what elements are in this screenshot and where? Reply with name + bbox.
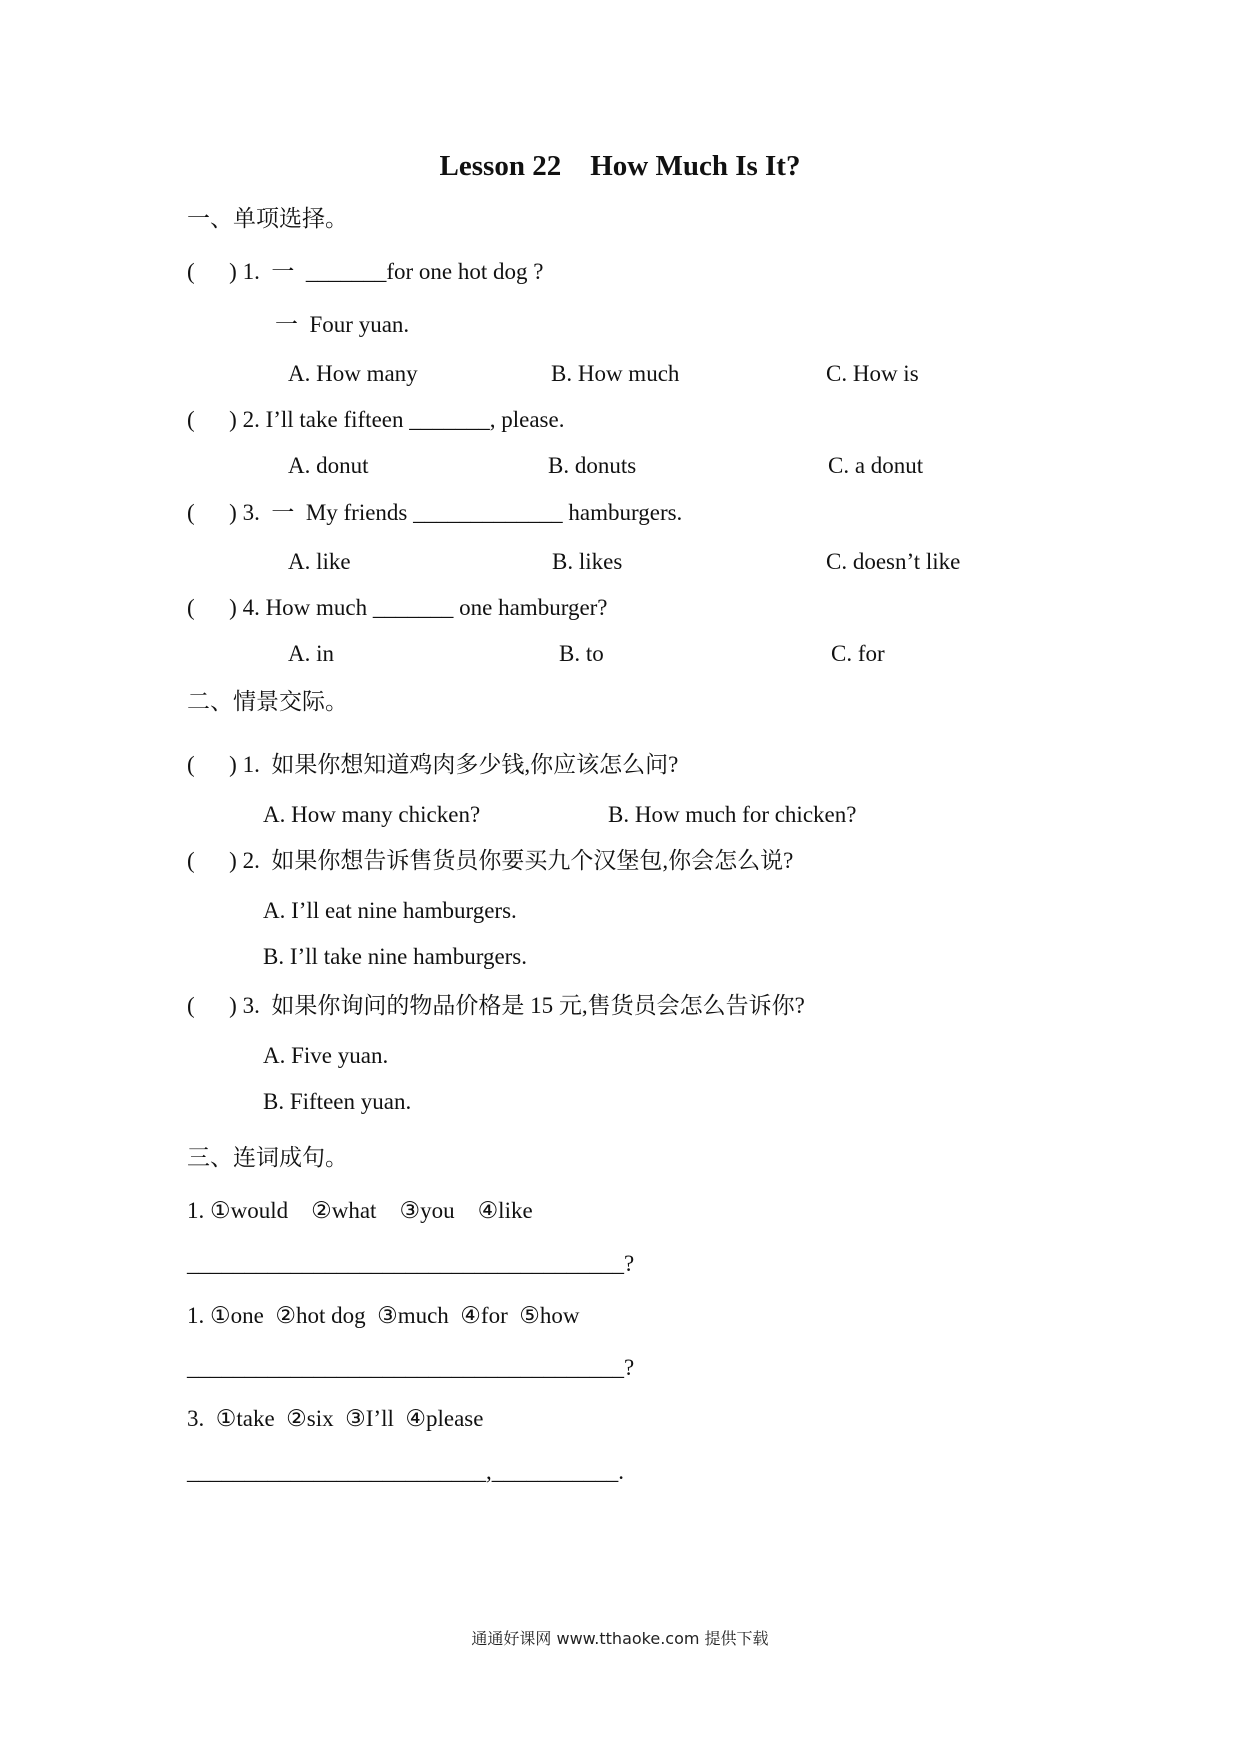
question-4-stem: ( ) 4. How much _______ one hamburger?: [187, 595, 608, 620]
question-2-option-a: A. donut: [288, 453, 369, 478]
question-3-option-b: B. likes: [552, 549, 623, 574]
question-4-option-a: A. in: [288, 641, 334, 666]
situation-3-option-a: A. Five yuan.: [263, 1043, 389, 1068]
word-order-2-words: 1. ①one ②hot dog ③much ④for ⑤how: [187, 1303, 580, 1328]
question-1-stem: ( ) 1. 一 _______for one hot dog ?: [187, 259, 544, 284]
question-3-stem: ( ) 3. 一 My friends _____________ hamburgers.: [187, 500, 683, 525]
word-order-3-words: 3. ①take ②six ③I’ll ④please: [187, 1406, 484, 1431]
question-1-answer-line: 一 Four yuan.: [275, 312, 410, 337]
question-4-option-b: B. to: [559, 641, 604, 666]
word-order-1-answer-line: ______________________________________?: [187, 1251, 635, 1276]
question-4-option-c: C. for: [831, 641, 885, 666]
page-title: Lesson 22 How Much Is It?: [439, 150, 801, 182]
word-order-1-words: 1. ①would ②what ③you ④like: [187, 1198, 533, 1223]
question-2-option-b: B. donuts: [548, 453, 637, 478]
situation-3-stem: ( ) 3. 如果你询问的物品价格是 15 元,售货员会怎么告诉你?: [187, 993, 805, 1018]
situation-3-option-b: B. Fifteen yuan.: [263, 1089, 412, 1114]
section-heading-word-order: 三、连词成句。: [187, 1145, 348, 1171]
footer-source-credit: 通通好课网 www.tthaoke.com 提供下载: [471, 1629, 769, 1648]
section-heading-situational: 二、情景交际。: [187, 689, 348, 715]
situation-2-stem: ( ) 2. 如果你想告诉售货员你要买九个汉堡包,你会怎么说?: [187, 848, 794, 873]
section-heading-single-choice: 一、单项选择。: [187, 206, 348, 232]
situation-1-stem: ( ) 1. 如果你想知道鸡肉多少钱,你应该怎么问?: [187, 752, 679, 777]
situation-1-option-a: A. How many chicken?: [263, 802, 481, 827]
question-3-option-a: A. like: [288, 549, 351, 574]
word-order-3-answer-line: __________________________,___________.: [187, 1459, 624, 1484]
situation-2-option-b: B. I’ll take nine hamburgers.: [263, 944, 528, 969]
question-3-option-c: C. doesn’t like: [826, 549, 961, 574]
word-order-2-answer-line: ______________________________________?: [187, 1355, 635, 1380]
question-1-option-c: C. How is: [826, 361, 919, 386]
question-2-option-c: C. a donut: [828, 453, 924, 478]
situation-2-option-a: A. I’ll eat nine hamburgers.: [263, 898, 517, 923]
situation-1-option-b: B. How much for chicken?: [608, 802, 857, 827]
question-1-option-a: A. How many: [288, 361, 418, 386]
question-1-option-b: B. How much: [551, 361, 680, 386]
question-2-stem: ( ) 2. I’ll take fifteen _______, please.: [187, 407, 565, 432]
